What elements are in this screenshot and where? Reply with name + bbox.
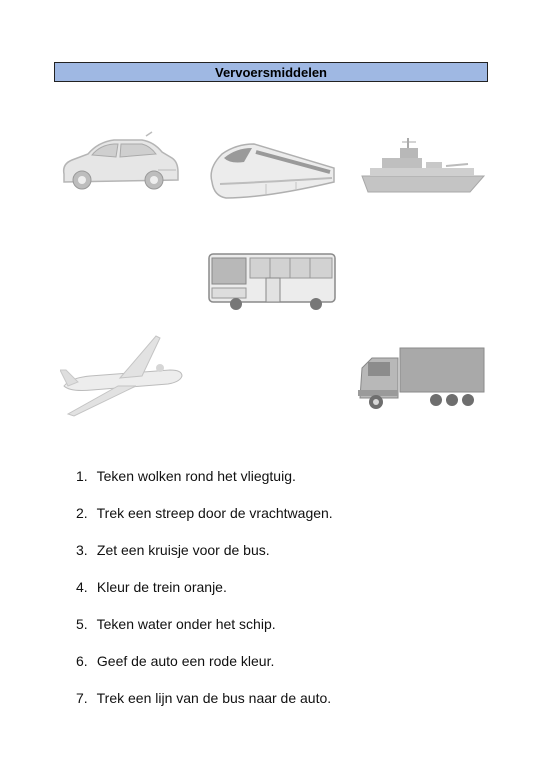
instruction-text: Trek een streep door de vrachtwagen. <box>96 505 333 521</box>
instruction-item <box>76 466 333 503</box>
instruction-number: 1. <box>76 468 88 484</box>
instruction-item <box>76 503 333 540</box>
instruction-text: Geef de auto een rode kleur. <box>96 653 275 669</box>
instruction-number: 2. <box>76 505 88 521</box>
instruction-item <box>76 614 333 651</box>
instruction-number: 7. <box>76 690 88 706</box>
car-icon <box>58 130 182 194</box>
airplane-icon <box>60 332 186 418</box>
instruction-text: Teken wolken rond het vliegtuig. <box>96 468 296 484</box>
instruction-text: Teken water onder het schip. <box>96 616 276 632</box>
instruction-text: Trek een lijn van de bus naar de auto. <box>96 690 332 706</box>
instruction-text: Kleur de trein oranje. <box>96 579 227 595</box>
instruction-list <box>76 466 333 725</box>
instruction-item <box>76 577 333 614</box>
instruction-text: Zet een kruisje voor de bus. <box>96 542 270 558</box>
worksheet-title: Vervoersmiddelen <box>54 62 488 82</box>
ship-icon <box>360 136 488 198</box>
instruction-number: 6. <box>76 653 88 669</box>
instruction-number: 3. <box>76 542 88 558</box>
train-icon <box>206 138 338 202</box>
instruction-number: 4. <box>76 579 88 595</box>
instruction-item <box>76 651 333 688</box>
instruction-item <box>76 540 333 577</box>
truck-icon <box>356 346 488 412</box>
instruction-number: 5. <box>76 616 88 632</box>
instruction-item <box>76 688 333 725</box>
bus-icon <box>206 248 338 312</box>
